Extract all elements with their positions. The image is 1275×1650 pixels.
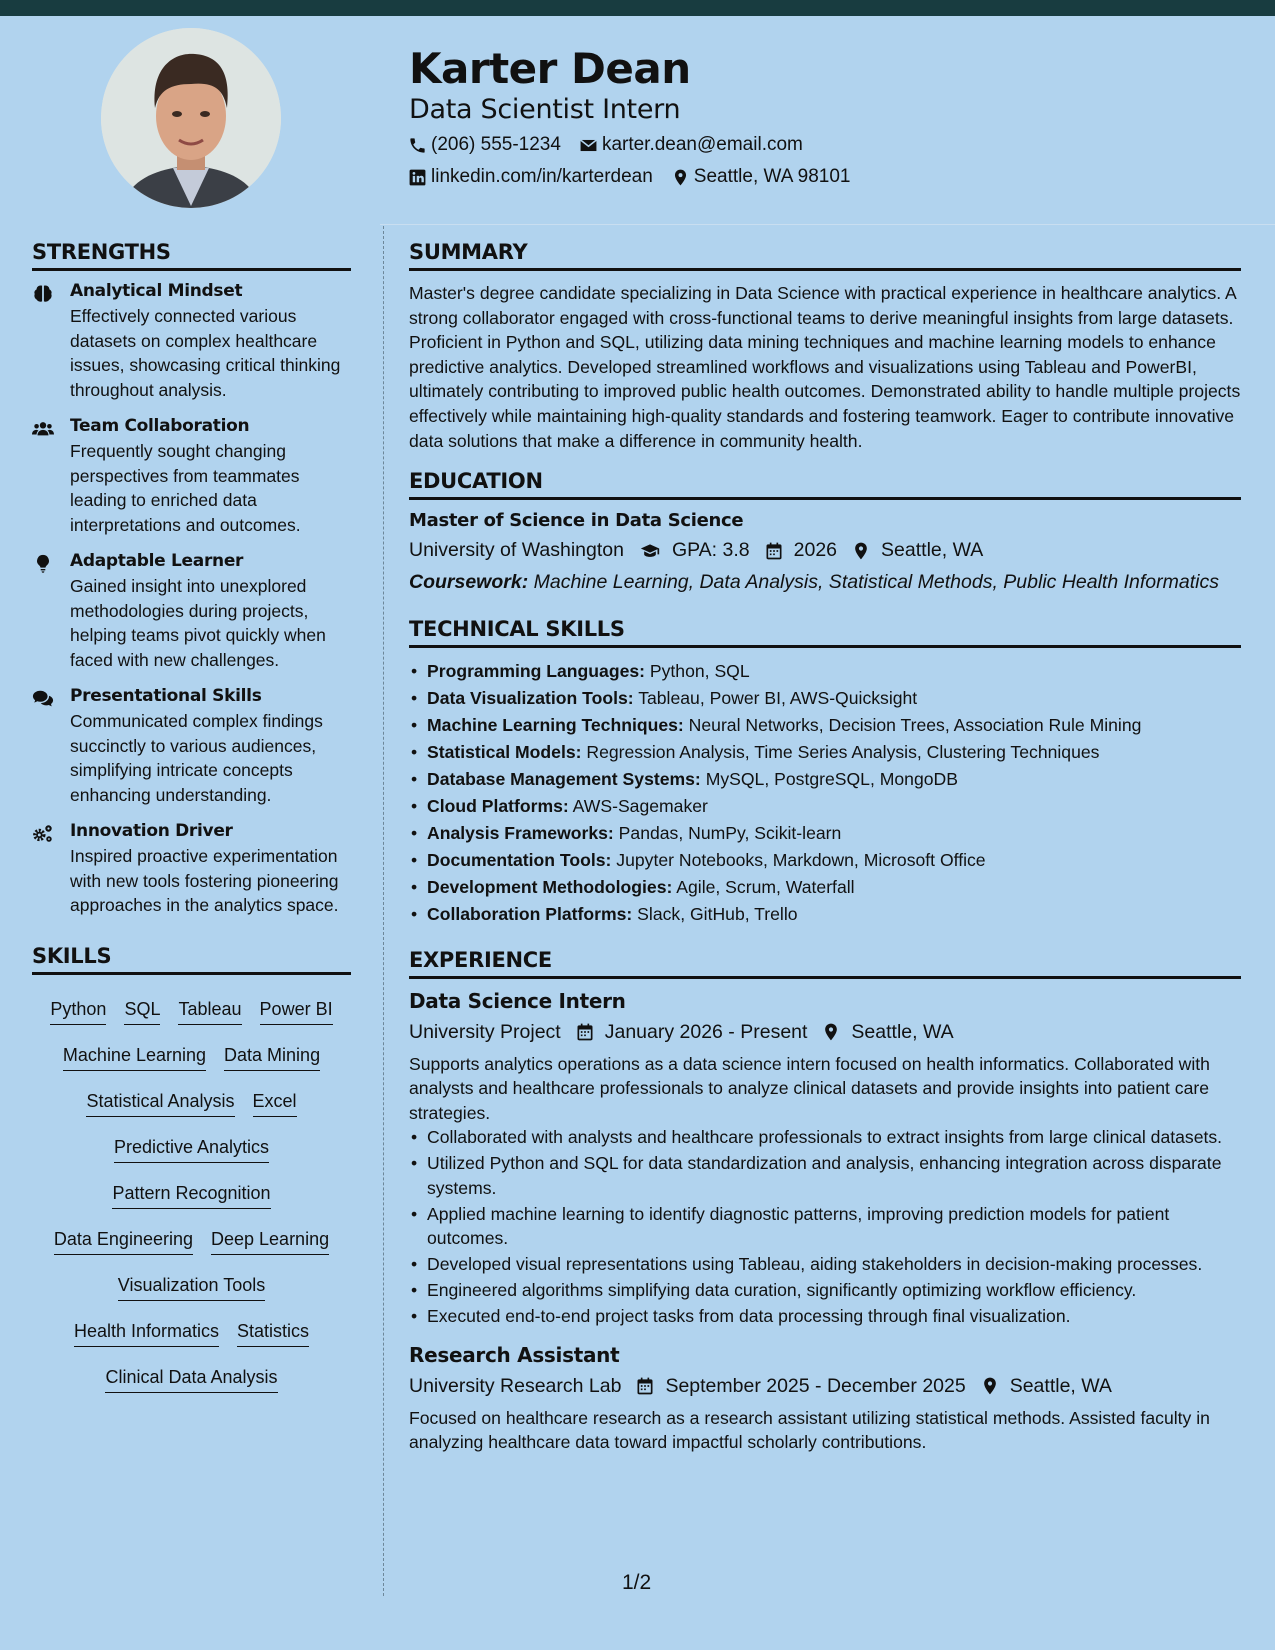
summary-text: Master's degree candidate specializing in Data Science with practical experience in healthcare analytics. A strong collaborator engaged with cross-functional teams to derive meaningful insights from large datasets. Proficient in Python and SQL, utilizing data mining techniques and machine learning models to enhance predictive analytics. Developed streamlined workflows and visualizations using Tableau and PowerBI, ultimately contributing to improved public health outcomes. Demonstrated ability to handle multiple projects effectively while maintaining high-quality standards and fostering teamwork. Eager to contribute innovative data solutions that make a difference in community health.	[409, 283, 1241, 451]
calendar-icon	[635, 1376, 655, 1396]
strength-title: Presentational Skills	[70, 686, 262, 706]
technical-skills-list	[409, 658, 1241, 928]
list-item	[409, 712, 1241, 739]
gears-icon	[32, 823, 54, 845]
list-item	[409, 658, 1241, 685]
map-marker-icon	[821, 1022, 841, 1042]
edu-location	[851, 539, 983, 562]
job-dates-text: January 2026 - Present	[604, 1020, 808, 1043]
envelope-icon	[579, 136, 598, 155]
strength-desc: Effectively connected various datasets on complex healthcare issues, showcasing critical thinking throughout analysis.	[70, 306, 341, 400]
lightbulb-icon	[32, 553, 54, 575]
list-item	[409, 793, 1241, 820]
skill-value: Jupyter Notebooks, Markdown, Microsoft Office	[616, 849, 986, 870]
job-location-text: Seattle, WA	[1009, 1374, 1112, 1397]
skill-tag: Statistics	[237, 1319, 309, 1347]
skill-value: Neural Networks, Decision Trees, Association Rule Mining	[688, 714, 1142, 735]
graduation-cap-icon	[638, 541, 662, 561]
list-item: • Engineered algorithms simplifying data curation, significantly optimizing workflow efficiency.	[409, 1278, 1241, 1303]
skill-label: Data Visualization Tools:	[427, 687, 634, 708]
strength-item	[32, 281, 351, 402]
job-org: University Research Lab	[409, 1374, 622, 1397]
map-marker-icon	[671, 168, 690, 187]
skill-tag: Statistical Analysis	[86, 1089, 234, 1117]
brain-icon	[32, 283, 54, 305]
list-item	[409, 847, 1241, 874]
skill-tag: SQL	[124, 997, 160, 1025]
skill-label: Database Management Systems:	[427, 768, 701, 789]
left-column	[32, 240, 351, 1405]
header-divider	[380, 224, 1275, 225]
skill-tag: Power BI	[260, 997, 333, 1025]
page-number: 1/2	[622, 1571, 652, 1594]
strength-item	[32, 686, 351, 807]
skill-label: Cloud Platforms:	[427, 795, 569, 816]
strength-desc: Gained insight into unexplored methodologies during projects, helping teams pivot quickly when faced with new challenges.	[70, 576, 326, 670]
top-bar	[0, 0, 1275, 16]
skill-label: Documentation Tools:	[427, 849, 612, 870]
linkedin-text: linkedin.com/in/karterdean	[431, 166, 653, 187]
strength-title: Adaptable Learner	[70, 551, 244, 571]
map-marker-icon	[851, 541, 871, 561]
phone-icon	[408, 136, 427, 155]
list-item: • Applied machine learning to identify diagnostic patterns, improving prediction models for patient outcomes.	[409, 1202, 1241, 1251]
education-heading: EDUCATION	[409, 469, 1241, 500]
job-title: Research Assistant	[409, 1342, 620, 1367]
gpa	[638, 539, 750, 562]
job-description: Focused on healthcare research as a research assistant utilizing statistical methods. Assisted faculty in analyzing healthcare data toward impactful scholarly contributions.	[409, 1407, 1210, 1453]
list-item: • Executed end-to-end project tasks from data processing through final visualization.	[409, 1304, 1241, 1329]
list-item	[409, 820, 1241, 847]
list-item: • Developed visual representations using Tableau, aiding stakeholders in decision-making processes.	[409, 1252, 1241, 1277]
email-contact[interactable]	[579, 134, 803, 156]
skill-tag: Data Engineering	[54, 1227, 193, 1255]
skill-value: Tableau, Power BI, AWS-Quicksight	[638, 687, 918, 708]
location-contact	[671, 166, 851, 188]
skill-tag: Deep Learning	[211, 1227, 329, 1255]
list-item	[409, 901, 1241, 928]
strength-desc: Frequently sought changing perspectives from teammates leading to enriched data interpretations and outcomes.	[70, 441, 301, 535]
skills-heading: SKILLS	[32, 944, 351, 975]
strength-title: Innovation Driver	[70, 821, 233, 841]
year-text: 2026	[793, 539, 838, 562]
job-dates	[575, 1021, 808, 1044]
location-text: Seattle, WA 98101	[693, 166, 851, 187]
skill-tag: Health Informatics	[74, 1319, 219, 1347]
job-dates	[635, 1375, 965, 1398]
map-marker-icon	[980, 1376, 1000, 1396]
school-name: University of Washington	[409, 539, 624, 562]
skill-label: Analysis Frameworks:	[427, 822, 614, 843]
job-org: University Project	[409, 1020, 561, 1043]
skill-tag: Clinical Data Analysis	[105, 1365, 277, 1393]
job-description: Supports analytics operations as a data science intern focused on health informatics. Collaborated with analysts and healthcare professionals to analyze clinical datasets and provide insights into patient care strategies.	[409, 1053, 1210, 1123]
strength-item	[32, 416, 351, 537]
strength-desc: Communicated complex findings succinctly to various audiences, simplifying intricate concepts enhancing understanding.	[70, 711, 323, 805]
skill-label: Collaboration Platforms:	[427, 903, 633, 924]
summary-heading: SUMMARY	[409, 240, 1241, 271]
skill-value: Python, SQL	[649, 660, 750, 681]
strength-title: Analytical Mindset	[70, 281, 243, 301]
contact-row	[408, 134, 821, 156]
strength-item	[32, 551, 351, 672]
education-meta	[409, 539, 1241, 562]
profile-photo	[101, 28, 281, 208]
candidate-role: Data Scientist Intern	[409, 94, 681, 125]
skill-tag: Machine Learning	[63, 1043, 206, 1071]
job-location-text: Seattle, WA	[851, 1020, 954, 1043]
skill-tag: Excel	[253, 1089, 297, 1117]
skill-tag: Visualization Tools	[118, 1273, 265, 1301]
skills-tags	[32, 985, 351, 1405]
experience-heading: EXPERIENCE	[409, 948, 1241, 979]
job-title: Data Science Intern	[409, 988, 626, 1013]
skill-label: Statistical Models:	[427, 741, 582, 762]
list-item	[409, 739, 1241, 766]
linkedin-contact[interactable]	[408, 166, 653, 188]
coursework-text: Machine Learning, Data Analysis, Statistical Methods, Public Health Informatics	[533, 571, 1219, 594]
job-location	[980, 1375, 1112, 1398]
strength-desc: Inspired proactive experimentation with new tools fostering pioneering approaches in the analytics space.	[70, 846, 339, 915]
job-meta	[409, 1021, 1241, 1044]
right-column	[409, 240, 1241, 1455]
linkedin-icon	[408, 168, 427, 187]
skill-value: Agile, Scrum, Waterfall	[676, 876, 855, 897]
skill-value: Slack, GitHub, Trello	[637, 903, 798, 924]
job-location	[821, 1021, 953, 1044]
strength-item	[32, 821, 351, 918]
calendar-icon	[764, 541, 784, 561]
list-item: • Utilized Python and SQL for data standardization and analysis, enhancing integration across disparate systems.	[409, 1151, 1241, 1200]
coursework-label: Coursework:	[409, 571, 529, 594]
skill-tag: Data Mining	[224, 1043, 320, 1071]
coursework	[409, 570, 1241, 595]
contact-row-2	[408, 166, 868, 188]
users-icon	[32, 418, 54, 440]
skill-tag: Python	[50, 997, 106, 1025]
list-item	[409, 766, 1241, 793]
skill-label: Development Methodologies:	[427, 876, 673, 897]
skill-value: Regression Analysis, Time Series Analysis, Clustering Techniques	[586, 741, 1100, 762]
degree-title: Master of Science in Data Science	[409, 510, 744, 532]
technical-skills-heading: TECHNICAL SKILLS	[409, 617, 1241, 648]
job-meta	[409, 1375, 1241, 1398]
strengths-heading: STRENGTHS	[32, 240, 351, 271]
phone-contact[interactable]	[408, 134, 561, 156]
phone-text: (206) 555-1234	[431, 134, 561, 155]
comments-icon	[32, 688, 54, 710]
skill-label: Machine Learning Techniques:	[427, 714, 684, 735]
strength-title: Team Collaboration	[70, 416, 250, 436]
skill-label: Programming Languages:	[427, 660, 645, 681]
candidate-name: Karter Dean	[409, 44, 691, 93]
list-item	[409, 685, 1241, 712]
job-bullets	[409, 1125, 1241, 1329]
job-dates-text: September 2025 - December 2025	[665, 1374, 966, 1397]
skill-value: Pandas, NumPy, Scikit-learn	[618, 822, 842, 843]
list-item: • Collaborated with analysts and healthcare professionals to extract insights from large clinical datasets.	[409, 1125, 1241, 1150]
gpa-text: GPA: 3.8	[671, 539, 750, 562]
grad-year	[764, 539, 837, 562]
email-text: karter.dean@email.com	[601, 134, 803, 155]
list-item	[409, 874, 1241, 901]
skill-tag: Tableau	[178, 997, 241, 1025]
skill-value: MySQL, PostgreSQL, MongoDB	[705, 768, 958, 789]
edu-location-text: Seattle, WA	[881, 539, 984, 562]
column-divider	[383, 226, 384, 1596]
skill-tag: Predictive Analytics	[114, 1135, 269, 1163]
skill-tag: Pattern Recognition	[112, 1181, 270, 1209]
skill-value: AWS-Sagemaker	[572, 795, 708, 816]
calendar-icon	[575, 1022, 595, 1042]
